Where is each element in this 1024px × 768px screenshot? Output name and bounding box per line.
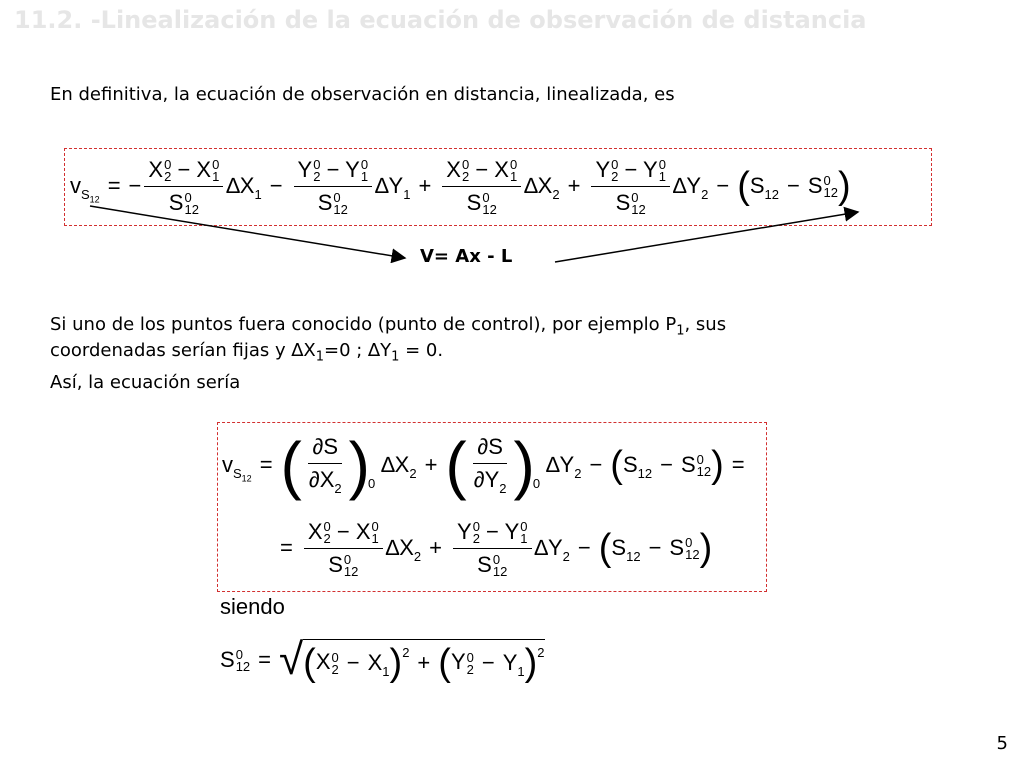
siendo-label: siendo <box>220 594 285 619</box>
arrow-left <box>90 206 405 258</box>
equation-2-line-2: = X 0 2 − X 0 1 S 0 12 $\Delta X_2$ + Y 0 2 − Y 0 1 S 0 12 $\Delta Y_2$ − ( $S_{12}$ − S 0 12 ) <box>272 512 712 584</box>
para2-c: = 0. <box>399 340 444 361</box>
paragraph-line-3: Así, la ecuación sería <box>50 372 241 393</box>
para2-sub1: 1 <box>315 349 325 365</box>
para2-a: coordenadas serían fijas y ∆X <box>50 340 316 361</box>
intro-text: En definitiva, la ecuación de observación en distancia, linealizada, es <box>50 84 675 105</box>
para1-sub: 1 <box>676 323 685 339</box>
equation-2-line-1: $v_{S_{12}}$ = ( $\frac{\partial S}{\partial X_2}$ ) 0 $\Delta X_2$ + ( $\frac{\partial S}{\partial Y_2}$ ) 0 $\Delta Y_2$ − ( $S_{12}$ − S 0 12 ) = <box>222 429 745 501</box>
arrow-right <box>555 212 858 262</box>
paragraph-line-2 <box>50 338 443 371</box>
equation-1: $v_{S_{12}}$ = − X 0 2 − X 0 1 S 0 12 $\Delta X_1$ − Y 0 2 − Y 0 1 S 0 12 $\Delta Y_1$ + X 0 2 − X 0 1 S 0 12 $\Delta X_2$ + Y 0 2 − Y 0 1 S 0 12 $\Delta Y_2$ − ( $S_{12}$ − S 0 12 ) <box>70 150 851 222</box>
para2-b: =0 ; ∆Y <box>324 340 392 361</box>
para1-a: Si uno de los puntos fuera conocido (punto de control), por ejemplo P <box>50 314 677 335</box>
page-number: 5 <box>996 733 1008 754</box>
matrix-equation: V= Ax - L <box>420 246 513 267</box>
para2-sub2: 1 <box>391 349 400 365</box>
slide-title: 11.2. -Linealización de la ecuación de observación de distancia <box>14 6 867 34</box>
s0-formula: S 0 12 = √ ( X 0 2 − $X_1$ ) 2 + ( Y 0 2 − $Y_1$ ) 2 <box>220 635 545 684</box>
para1-b: , sus <box>684 314 727 335</box>
